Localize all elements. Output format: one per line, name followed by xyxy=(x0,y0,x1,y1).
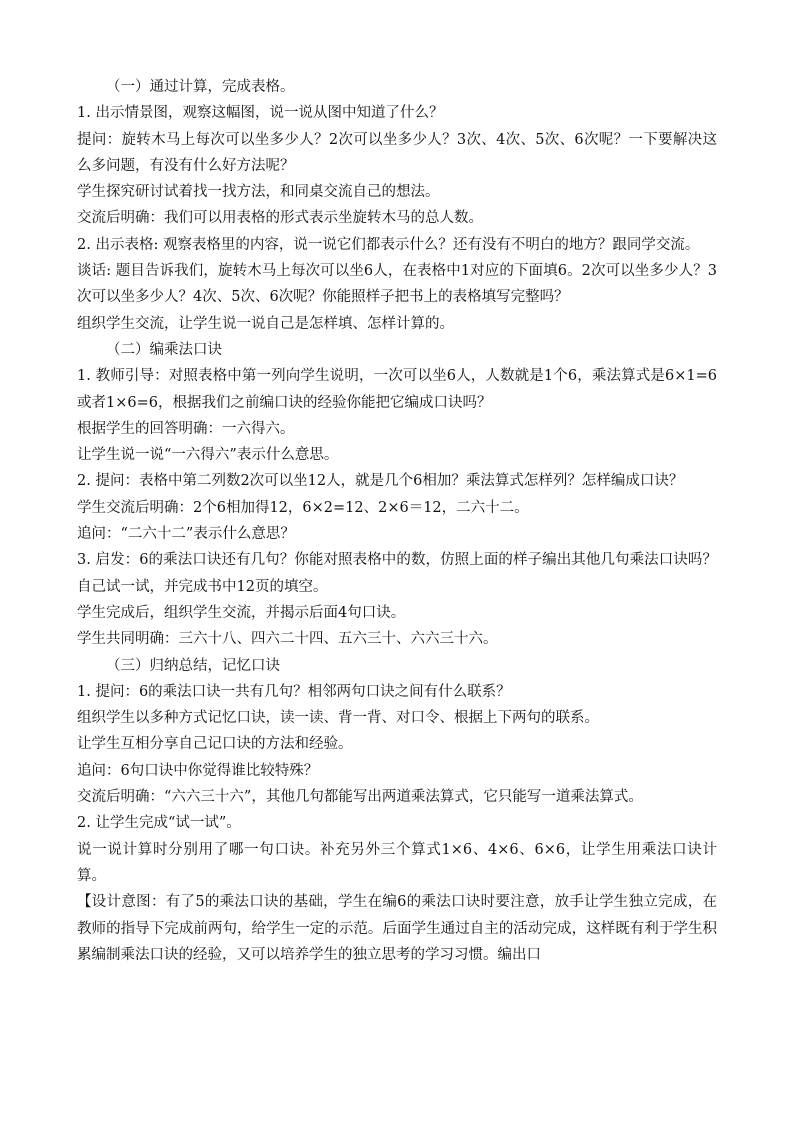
paragraph: 1. 教师引导：对照表格中第一列向学生说明，一次可以坐6人，人数就是1个6，乘法算式是6×1=6或者1×6=6，根据我们之前编口诀的经验你能把它编成口诀吗？ xyxy=(77,368,717,411)
paragraph: 2. 让学生完成“试一试”。 xyxy=(77,815,241,832)
paragraph: 交流后明确：我们可以用表格的形式表示坐旋转木马的总人数。 xyxy=(77,210,483,227)
paragraph: 学生交流后明确：2个6相加得12，6×2=12、2×6＝12，二六十二。 xyxy=(77,499,529,516)
paragraph: 组织学生交流，让学生说一说自己是怎样填、怎样计算的。 xyxy=(77,315,454,332)
paragraph: 学生探究研讨试着找一找方法，和同桌交流自己的想法。 xyxy=(77,184,440,201)
paragraph: 让学生说一说“一六得六”表示什么意思。 xyxy=(77,447,339,464)
section-heading: （一）通过计算，完成表格。 xyxy=(106,79,295,95)
paragraph: 追问：“二六十二”表示什么意思？ xyxy=(77,526,295,543)
paragraph: 组织学生以多种方式记忆口诀，读一读、背一背、对口令、根据上下两句的联系。 xyxy=(77,710,599,727)
paragraph: 根据学生的回答明确：一六得六。 xyxy=(77,420,295,437)
paragraph: 1. 提问：6的乘法口诀一共有几句？相邻两句口诀之间有什么联系？ xyxy=(77,683,511,700)
paragraph: 说一说计算时分别用了哪一句口诀。补充另外三个算式1×6、4×6、6×6，让学生用乘法口诀计算。 xyxy=(77,841,717,884)
paragraph: 【设计意图：有了5的乘法口诀的基础，学生在编6的乘法口诀时要注意，放手让学生独立完成，在教师的指导下完成前两句，给学生一定的示范。后面学生通过自主的活动完成，这样既有利于学生积累编制乘法口诀的经验，又可以培养学生的独立思考的学习习惯。编出口 xyxy=(77,894,717,963)
document-body xyxy=(77,74,717,968)
paragraph: 学生共同明确：三六十八、四六二十四、五六三十、六六三十六。 xyxy=(77,631,498,648)
paragraph: 追问：6句口诀中你觉得谁比较特殊？ xyxy=(77,762,319,779)
paragraph: 谈话: 题目告诉我们，旋转木马上每次可以坐6人，在表格中1对应的下面填6。2次可以坐多少人？3次可以坐多少人？4次、5次、6次呢？你能照样子把书上的表格填写完整吗？ xyxy=(77,263,717,306)
paragraph: 3. 启发：6的乘法口诀还有几句？你能对照表格中的数，仿照上面的样子编出其他几句乘法口诀吗？自己试一试，并完成书中12页的填空。 xyxy=(77,552,717,595)
paragraph: 交流后明确：“六六三十六”，其他几句都能写出两道乘法算式，它只能写一道乘法算式。 xyxy=(77,789,643,806)
paragraph: 2. 提问：表格中第二列数2次可以坐12人，就是几个6相加？乘法算式怎样列？怎样编成口诀？ xyxy=(77,473,684,490)
paragraph: 1. 出示情景图，观察这幅图，说一说从图中知道了什么？ xyxy=(77,105,444,122)
section-heading: （二）编乘法口诀 xyxy=(106,341,222,358)
paragraph: 学生完成后，组织学生交流，并揭示后面4句口诀。 xyxy=(77,604,406,621)
paragraph: 2. 出示表格: 观察表格里的内容，说一说它们都表示什么？还有没有不明白的地方？跟同学交流。 xyxy=(77,236,700,253)
paragraph: 提问：旋转木马上每次可以坐多少人？2次可以坐多少人？3次、4次、5次、6次呢？一下要解决这么多问题，有没有什么好方法呢？ xyxy=(77,131,717,174)
paragraph: 让学生互相分享自己记口诀的方法和经验。 xyxy=(77,736,353,753)
section-heading: （三）归纳总结，记忆口诀 xyxy=(106,657,280,674)
